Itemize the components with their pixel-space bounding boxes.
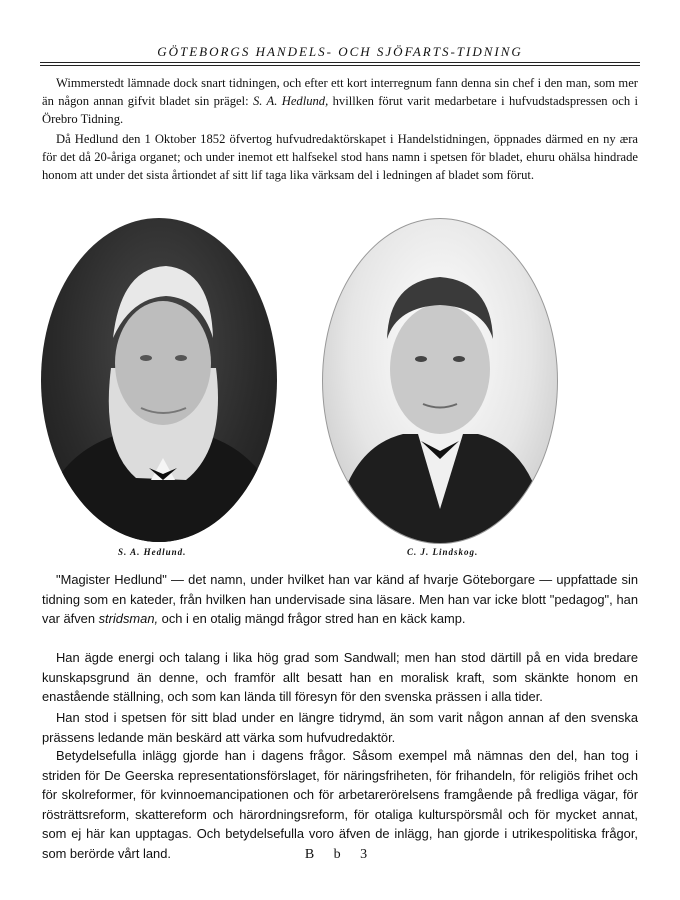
portrait-lindskog [322,218,558,544]
header-rule-bottom [40,65,640,66]
paragraph-5: Han stod i spetsen för sitt blad under en längre tidrymd, än som varit någon annan af den svenska prässens ledande män beskärd att värka som hufvudredaktör. [42,710,638,745]
portrait-hedlund [41,218,277,542]
portrait-hedlund-drawing [41,218,277,542]
caption-lindskog: C. J. Lindskog. [407,547,479,557]
paragraph-4: Han ägde energi och talang i lika hög grad som Sandwall; men han stod därtill på en vida bredare kunskapsgrund än denne, och framför allt besatt han en moralisk kraft, som skänkte honom en enastående ställning, och som kan lända till föresyn för den svenska prässen i alla tider. [42,650,638,704]
signature-mark: B b 3 [304,847,376,862]
header-rule-top [40,62,640,63]
paragraph-6: Betydelsefulla inlägg gjorde han i dagens frågor. Såsom exempel må nämnas den del, han tog i striden för De Geerska representationsförslaget, för näringsfriheten, för frihandeln, för religiös frihet och för skolreformer, för kvinnoemancipationen och för arbetarerörelsens framgående på fredliga vägar, för rösträttsreform, skattereform och härordningsreform, för otaliga kulturspörsmål och för mycket annat, som ej här kan upptagas. Och betydelsefulla voro äfven de inlägg, han gjorde i utrikespolitiska frågor, som berörde vårt land. [42,748,638,861]
paragraph-3: "Magister Hedlund" — det namn, under hvilket han var känd af hvarje Göteborgare — uppfattade sin tidning som en kateder, från hvilken han undervisade sina läsare. Men han var icke blott "pedagog", han var äfven stridsman, och i en otalig mängd frågor stred han en käck kamp. [42,572,638,626]
caption-hedlund: S. A. Hedlund. [118,547,187,557]
paragraph-1: Wimmerstedt lämnade dock snart tidningen, och efter ett kort interregnum fann denna sin chef i den man, som mer än någon annan gifvit bladet sin prägel: S. A. Hedlund, hvillken förut varit medarbetare i hufvudstadspressen och i Örebro Tidning. [42,76,638,126]
portrait-lindskog-drawing [323,219,557,543]
paragraph-2: Då Hedlund den 1 Oktober 1852 öfvertog hufvudredaktörskapet i Handelstidningen, öppnades därmed en ny æra för det då 20-åriga organet; och under inemot ett halfsekel stod hans namn i spetsen för bladet, ehuru ohälsa hindrade honom att under det sista årtiondet af sitt lif taga lika värksam del i ledningen af bladet som förut. [42,132,638,182]
running-header: GÖTEBORGS HANDELS- OCH SJÖFARTS-TIDNING [157,44,523,59]
